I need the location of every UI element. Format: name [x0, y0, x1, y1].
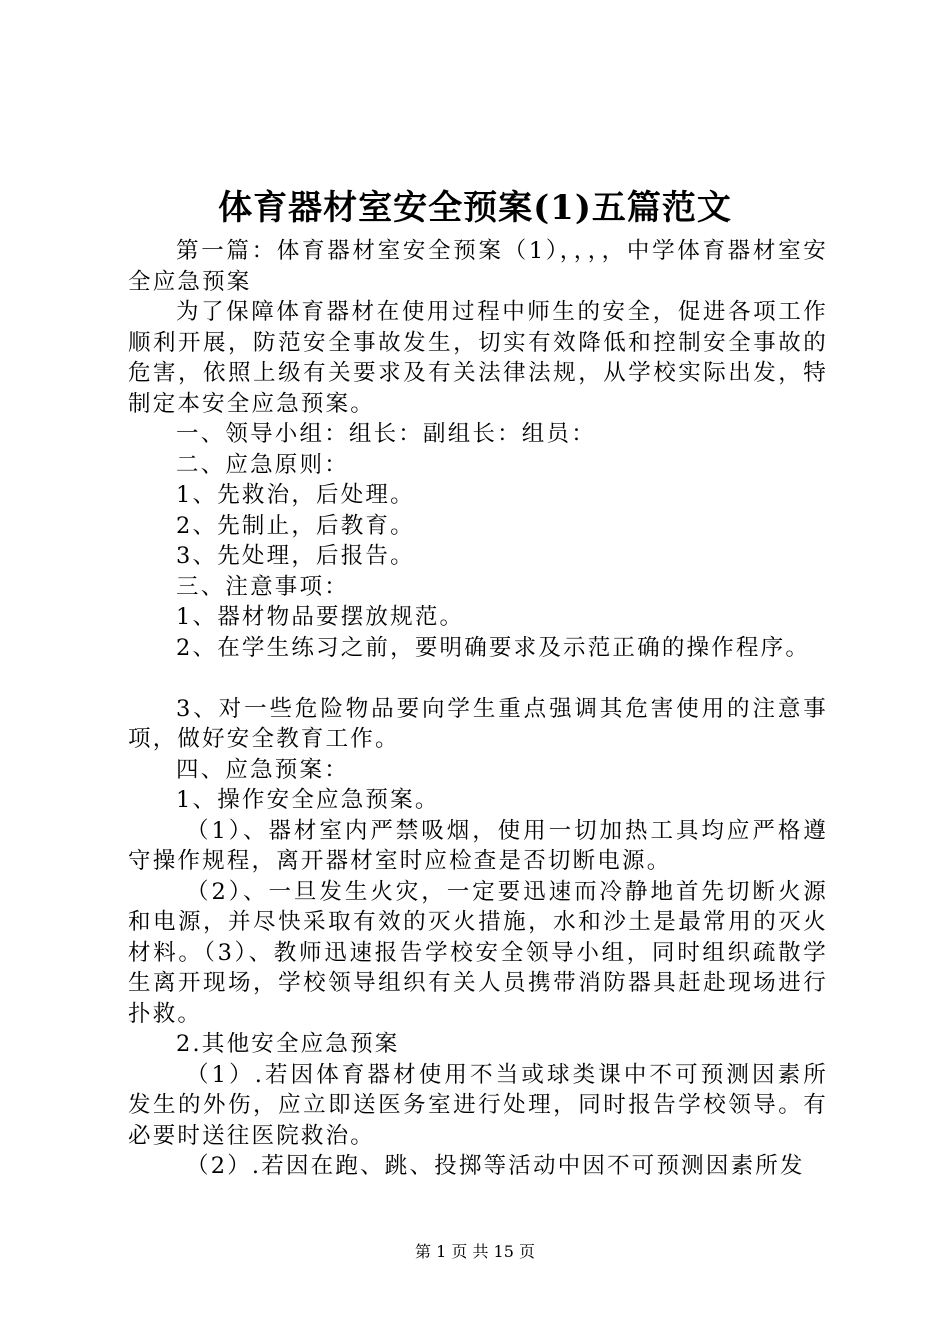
blank-line: [128, 663, 828, 694]
paragraph: 四、应急预案：: [176, 756, 349, 783]
paragraph: 二、应急原则：: [176, 451, 349, 478]
paragraph: 一、领导小组：组长：副组长：组员：: [176, 421, 596, 447]
paragraph: 1、先救治，后处理。: [176, 482, 415, 508]
paragraph: 1、器材物品要摆放规范。: [176, 604, 465, 630]
paragraph: 3、先处理，后报告。: [176, 543, 415, 569]
document-body: [128, 236, 828, 1182]
paragraph: 1、操作安全应急预案。: [176, 787, 440, 813]
paragraph: （1）.若因体育器材使用不当或球类课中不可预测因素所发生的外伤，应立即送医务室进行处理，同时报告学校领导。有必要时送往医院救治。: [128, 1061, 828, 1149]
paragraph: 为了保障体育器材在使用过程中师生的安全，促进各项工作顺利开展，防范安全事故发生，切实有效降低和控制安全事故的危害，依照上级有关要求及有关法律法规，从学校实际出发，特制定本安全应急预案。: [128, 299, 828, 417]
paragraph: 3、对一些危险物品要向学生重点强调其危害使用的注意事项，做好安全教育工作。: [128, 695, 828, 752]
paragraph: （2）.若因在跑、跳、投掷等活动中因不可预测因素所发: [186, 1153, 805, 1179]
paragraph: （2）、一旦发生火灾，一定要迅速而冷静地首先切断火源和电源，并尽快采取有效的灭火措施，水和沙土是最常用的灭火材料。（3）、教师迅速报告学校安全领导小组，同时组织疏散学生离开现场，学校领导组织有关人员携带消防器具赶赴现场进行扑救。: [128, 878, 828, 1027]
paragraph: （1）、器材室内严禁吸烟，使用一切加热工具均应严格遵守操作规程，离开器材室时应检查是否切断电源。: [128, 817, 828, 874]
paragraph: 2、先制止，后教育。: [176, 512, 415, 539]
page-footer: 第 1 页 共 15 页: [415, 1242, 535, 1261]
document-title: 体育器材室安全预案(1)五篇范文: [218, 188, 732, 228]
paragraph: 2.其他安全应急预案: [176, 1031, 400, 1057]
paragraph: 第一篇：体育器材室安全预案（1），，，，中学体育器材室安全应急预案: [128, 238, 828, 295]
paragraph: 2、在学生练习之前，要明确要求及示范正确的操作程序。: [176, 634, 811, 661]
paragraph: 三、注意事项：: [176, 573, 349, 600]
